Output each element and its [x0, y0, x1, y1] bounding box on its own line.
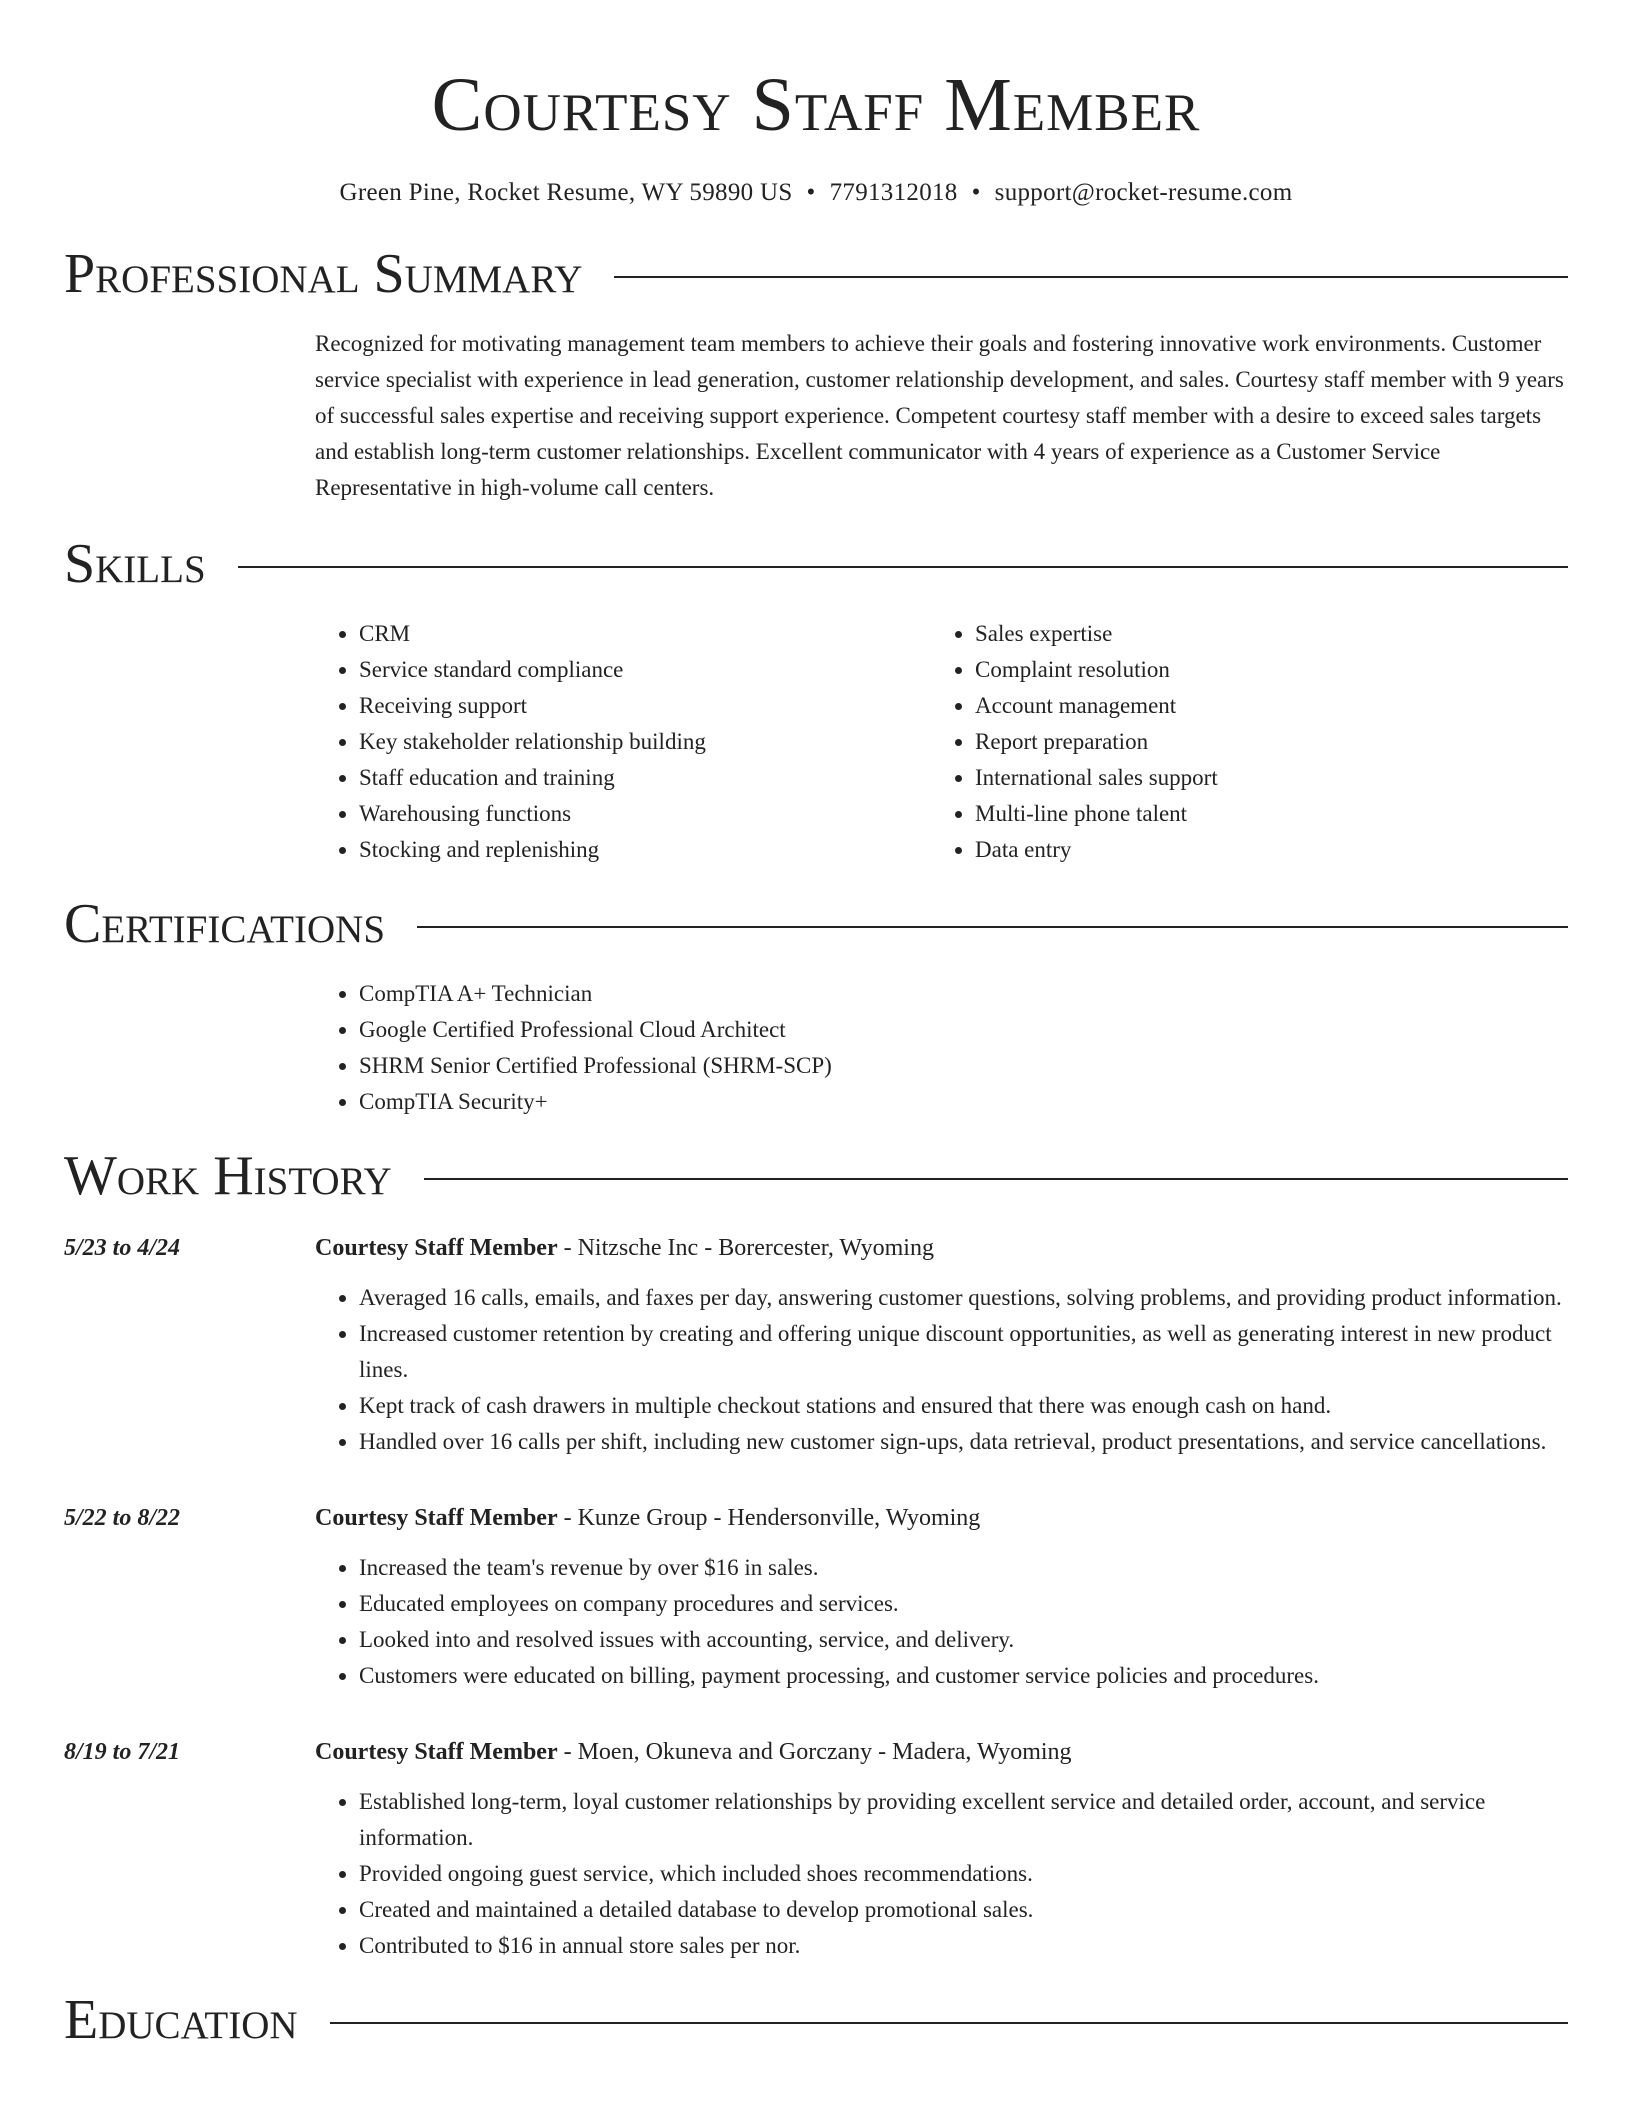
certification-item: • CompTIA A+ Technician: [359, 976, 1568, 1012]
section-divider: [330, 2022, 1568, 2024]
job-bullets: [315, 1550, 1568, 1694]
skills-section-header: [64, 534, 1568, 594]
skill-item: • Staff education and training: [359, 760, 931, 796]
certification-item: • SHRM Senior Certified Professional (SHRM-SCP): [359, 1048, 1568, 1084]
skill-item: • Data entry: [975, 832, 1568, 868]
job-bullet: • Created and maintained a detailed database to develop promotional sales.: [359, 1892, 1568, 1928]
job-title-line: [315, 1732, 1568, 1772]
job-bullet: • Provided ongoing guest service, which included shoes recommendations.: [359, 1856, 1568, 1892]
job-bullet: • Kept track of cash drawers in multiple checkout stations and ensured that there was enough cash on hand.: [359, 1388, 1568, 1424]
job-company: - Moen, Okuneva and Gorczany - Madera, Wyoming: [557, 1739, 1072, 1765]
section-divider: [614, 276, 1568, 278]
job-bullet: • Established long-term, loyal customer relationships by providing excellent service and detailed order, account, and service information.: [359, 1784, 1568, 1856]
contact-separator: •: [971, 179, 981, 206]
skills-list-left: [315, 616, 931, 868]
job-bullet: • Increased customer retention by creating and offering unique discount opportunities, as well as generating interest in new product lines.: [359, 1316, 1568, 1388]
job-content: [315, 1498, 1568, 1694]
job-title: Courtesy Staff Member: [315, 1505, 558, 1531]
job-entry: [64, 1228, 1568, 1460]
certification-item: • Google Certified Professional Cloud Architect: [359, 1012, 1568, 1048]
job-dates: 5/22 to 8/22: [64, 1505, 181, 1531]
section-divider: [424, 1178, 1568, 1180]
skill-item: • Complaint resolution: [975, 652, 1568, 688]
job-content: [315, 1732, 1568, 1964]
job-title-line: [315, 1498, 1568, 1538]
certifications-list: [315, 976, 1568, 1120]
education-section-header: [64, 1990, 1568, 2050]
work-heading: Work History: [64, 1145, 392, 1207]
job-dates: 5/23 to 4/24: [64, 1235, 181, 1261]
skill-item: • Sales expertise: [975, 616, 1568, 652]
summary-heading: Professional Summary: [64, 243, 583, 305]
job-bullet: • Increased the team's revenue by over $16 in sales.: [359, 1550, 1568, 1586]
skill-item: • Multi-line phone talent: [975, 796, 1568, 832]
contact-line: [64, 178, 1568, 208]
job-bullets: [315, 1784, 1568, 1964]
skill-item: • Stocking and replenishing: [359, 832, 931, 868]
skill-item: • CRM: [359, 616, 931, 652]
work-section-header: [64, 1146, 1568, 1206]
skills-grid: [315, 616, 1568, 868]
job-entry: [64, 1732, 1568, 1964]
job-bullet: • Averaged 16 calls, emails, and faxes per day, answering customer questions, solving problems, and providing product information.: [359, 1280, 1568, 1316]
education-heading: Education: [64, 1989, 298, 2051]
section-divider: [417, 926, 1568, 928]
job-content: [315, 1228, 1568, 1460]
job-bullets: [315, 1280, 1568, 1460]
job-bullet: • Customers were educated on billing, payment processing, and customer service policies and procedures.: [359, 1658, 1568, 1694]
job-bullet: • Looked into and resolved issues with accounting, service, and delivery.: [359, 1622, 1568, 1658]
resume-page: [64, 0, 1568, 2050]
skill-item: • Warehousing functions: [359, 796, 931, 832]
job-company: - Kunze Group - Hendersonville, Wyoming: [557, 1505, 981, 1531]
contact-phone: 7791312018: [829, 179, 958, 206]
skill-item: • Receiving support: [359, 688, 931, 724]
certifications-heading: Certifications: [64, 893, 386, 955]
job-entry: [64, 1498, 1568, 1694]
skill-item: • International sales support: [975, 760, 1568, 796]
summary-text: Recognized for motivating management team members to achieve their goals and fostering innovative work environments. Customer service specialist with experience in lead generation, customer relationship development, and sales. Courtesy staff member with 9 years of successful sales expertise and receiving support experience. Competent courtesy staff member with a desire to exceed sales targets and establish long-term customer relationships. Excellent communicator with 4 years of experience as a Customer Service Representative in high-volume call centers.: [315, 331, 1564, 500]
skills-list-right: [931, 616, 1568, 868]
job-title: Courtesy Staff Member: [315, 1235, 558, 1261]
job-dates: 8/19 to 7/21: [64, 1739, 181, 1765]
job-company: - Nitzsche Inc - Borercester, Wyoming: [557, 1235, 934, 1261]
skill-item: • Report preparation: [975, 724, 1568, 760]
contact-email[interactable]: support@rocket-resume.com: [994, 179, 1293, 206]
skill-item: • Service standard compliance: [359, 652, 931, 688]
job-bullet: • Contributed to $16 in annual store sales per nor.: [359, 1928, 1568, 1964]
certifications-body: [315, 976, 1568, 1120]
skills-heading: Skills: [64, 533, 206, 595]
skill-item: • Key stakeholder relationship building: [359, 724, 931, 760]
job-title-line: [315, 1228, 1568, 1268]
contact-address: Green Pine, Rocket Resume, WY 59890 US: [339, 179, 793, 206]
skill-item: • Account management: [975, 688, 1568, 724]
job-bullet: • Handled over 16 calls per shift, including new customer sign-ups, data retrieval, product presentations, and service cancellations.: [359, 1424, 1568, 1460]
contact-separator: •: [806, 179, 816, 206]
certifications-section-header: [64, 894, 1568, 954]
section-divider: [238, 566, 1568, 568]
certification-item: • CompTIA Security+: [359, 1084, 1568, 1120]
job-title: Courtesy Staff Member: [315, 1739, 558, 1765]
job-bullet: • Educated employees on company procedures and services.: [359, 1586, 1568, 1622]
candidate-name: Courtesy Staff Member: [431, 63, 1201, 147]
summary-section-header: [64, 244, 1568, 304]
